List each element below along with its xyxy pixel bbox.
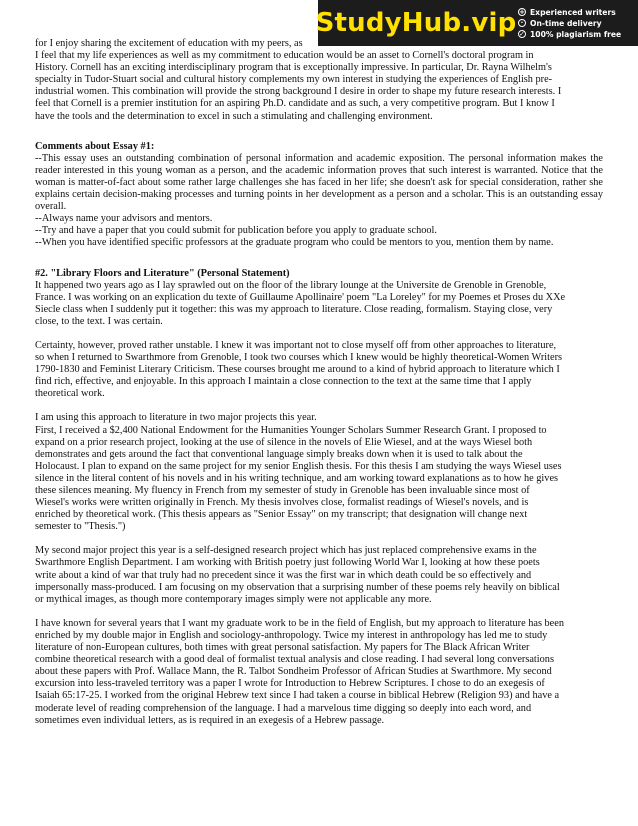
- essay2-paragraph-2: [35, 340, 603, 400]
- text-line: excursion into less-traveled territory was a paper I wrote for Introduction to Hebrew Scriptures. I chose to do an exegesis of: [35, 678, 545, 690]
- text-line: Swarthmore English Department. I am working with British poetry just following World War I, looking at how these poets: [35, 557, 540, 569]
- feature-item: [518, 19, 621, 28]
- feature-label: 100% plagiarism free: [530, 29, 622, 39]
- text-line: impersonally mass-produced. I am focusing on my observation that a surprising number of these poems rely heavily on biblical: [35, 581, 560, 593]
- text-line: enriched by my double major in English and sociology-anthropology. Twice my interest in anthropology has led me to study: [35, 629, 548, 641]
- essay2-paragraph-3: [35, 412, 603, 533]
- shield-icon: ✓: [519, 29, 525, 38]
- text-line: History. Cornell has an exciting interdisciplinary program that is exceptionally impressive. In particular, Dr. Rayna Wilhelm's: [35, 62, 552, 74]
- brand-logo[interactable]: StudyHub.vip: [315, 8, 517, 38]
- essay1-conclusion: [35, 38, 603, 123]
- feature-item: [518, 8, 621, 17]
- essay2-paragraph-5: [35, 618, 603, 727]
- text-line: It happened two years ago as I lay sprawled out on the floor of the library lounge at the Universite de Grenoble in Grenoble,: [35, 279, 547, 291]
- text-line: Certainty, however, proved rather unstable. I knew it was important not to close myself off from other approaches to literature,: [35, 339, 557, 351]
- text-line: feel that Cornell is a premier institution for an aspiring Ph.D. candidate and as such, a very competitive program. But I know I: [35, 98, 555, 110]
- text-line: semester to "Thesis."): [35, 521, 126, 533]
- text-line: specialty in Tudor-Stuart social and cultural history complements my own interest in studying the experiences of English pre-: [35, 74, 553, 86]
- text-line: Siecle class when I suddenly put it together: this was my approach to literature. Close reading, formalism. Staying close, very: [35, 303, 553, 315]
- text-line: expand on a prior research project, looking at the use of silence in the novels of Elie Wiesel, and at the ways Wiesel both: [35, 436, 533, 448]
- text-line: literature of non-European cultures, both times with great personal satisfaction. My papers for The Black African Writer: [35, 642, 530, 654]
- clock-icon: ·: [518, 19, 526, 27]
- text-line: write about a kind of war that truly had no precedent since it was the first war in which death could be so effectively and: [35, 569, 532, 581]
- plus-circle-icon: +: [519, 7, 525, 16]
- text-line: 1790-1830 and Feminist Literary Criticism. These courses brought me around to a kind of hybrid approach to literature which I: [35, 364, 560, 376]
- text-line: or mythical images, as though more contemporary images simply were not applicable any more.: [35, 593, 432, 605]
- comments-heading: Comments about Essay #1:: [35, 140, 155, 152]
- tip-line: --Always name your advisors and mentors.: [35, 213, 213, 225]
- text-line: enriched by theoretical work. (This thesis appears as "Senior Essay" on my transcript; that designation will change next: [35, 509, 528, 521]
- text-line: close, to the text. I was certain.: [35, 315, 163, 327]
- text-line: Isaiah 65:17-25. I worked from the original Hebrew text since I had taken a course in biblical Hebrew (Religion 93) and have a: [35, 690, 560, 702]
- text-line: Holocaust. I plan to expand on the same project for my senior English thesis. For this thesis I am studying the ways Wiesel uses: [35, 460, 562, 472]
- text-line: sometimes even individual letters, as is required in an exegesis of a Hebrew passage.: [35, 714, 385, 726]
- essay2-paragraph-4: [35, 545, 603, 605]
- text-line: My second major project this year is a self-designed research project which has just replaced comprehensive exams in the: [35, 545, 537, 557]
- text-line: have the tools and the determination to excel in such a stimulating and challenging environment.: [35, 110, 433, 122]
- text-line: industrial women. This combination will provide the strong background I desire in order to shape my future research interests. I: [35, 86, 562, 98]
- comments-body: --This essay uses an outstanding combination of personal information and academic exposition. The personal information makes the reader interested in this young woman as a person, and the academic information proves that such interest is warranted. Notice that the woman is matter-of-fact about some rather large challenges she has faced in her life; she doesn't ask for special consideration, rather she explains certain decision-making processes and turning points in her development as a person and a scholar. This is an outstanding essay overall.: [35, 152, 603, 213]
- document-page: [35, 38, 603, 739]
- feature-label: Experienced writers: [530, 7, 616, 17]
- text-line: combine theoretical research with a good deal of formalist textual analysis and close reading. I had several long conversations: [35, 654, 554, 666]
- text-line: I am using this approach to literature in two major projects this year.: [35, 412, 317, 424]
- text-line: find rich, effective, and enjoyable. In this approach I maintain a close connection to the text at the same time that I apply: [35, 376, 532, 388]
- feature-label: On-time delivery: [530, 18, 602, 28]
- text-line: moderate level of reading comprehension of the language. I had a marvelous time digging so deeply into each word, and: [35, 702, 532, 714]
- text-line: for I enjoy sharing the excitement of education with my peers, as: [35, 38, 303, 49]
- tip-line: --Try and have a paper that you could submit for publication before you apply to graduate school.: [35, 225, 437, 237]
- comments-section: [35, 141, 603, 250]
- text-line: theoretical work.: [35, 388, 105, 400]
- essay2-paragraph-1: [35, 280, 603, 328]
- text-line: so when I returned to Swarthmore from Grenoble, I took two courses which I knew would be highly theoretical-Women Writers: [35, 352, 563, 364]
- text-line: Wiesel's works were written originally in French. My thesis involves close, formalist readings of Wiesel's novels, and is: [35, 497, 529, 509]
- text-line: about these papers with Prof. Wallace Mann, the R. Talbot Sondheim Professor of African Studies at Swarthmore. My second: [35, 666, 552, 678]
- tip-line: --When you have identified specific professors at the graduate program who could be mentors to you, mention them by name.: [35, 237, 554, 249]
- text-line: First, I received a $2,400 National Endowment for the Humanities Younger Scholars Summer Research Grant. I proposed to: [35, 424, 547, 436]
- text-line: I have known for several years that I want my graduate work to be in the field of English, but my approach to literature has been: [35, 617, 564, 629]
- text-line: demonstrates and gets around the fact that conventional language simply breaks down when it is used to talk about the: [35, 448, 523, 460]
- essay2-section: [35, 268, 603, 727]
- essay2-heading: #2. "Library Floors and Literature" (Personal Statement): [35, 267, 290, 279]
- text-line: silence in the literal content of his novels and in his writing technique, and am working toward explanations as to how he gives: [35, 472, 559, 484]
- text-line: France. I was working on an explication du texte of Guillaume Apollinaire' poem "La Loreley" for my Poemes et Proses du XXe: [35, 291, 566, 303]
- text-line: I feel that my life experiences as well as my commitment to education would be an asset to Cornell's doctoral program in: [35, 50, 534, 62]
- banner-features: [514, 8, 621, 39]
- text-line: these silences meaning. My fluency in French from my semester of study in Grenoble has been invaluable since most of: [35, 485, 530, 496]
